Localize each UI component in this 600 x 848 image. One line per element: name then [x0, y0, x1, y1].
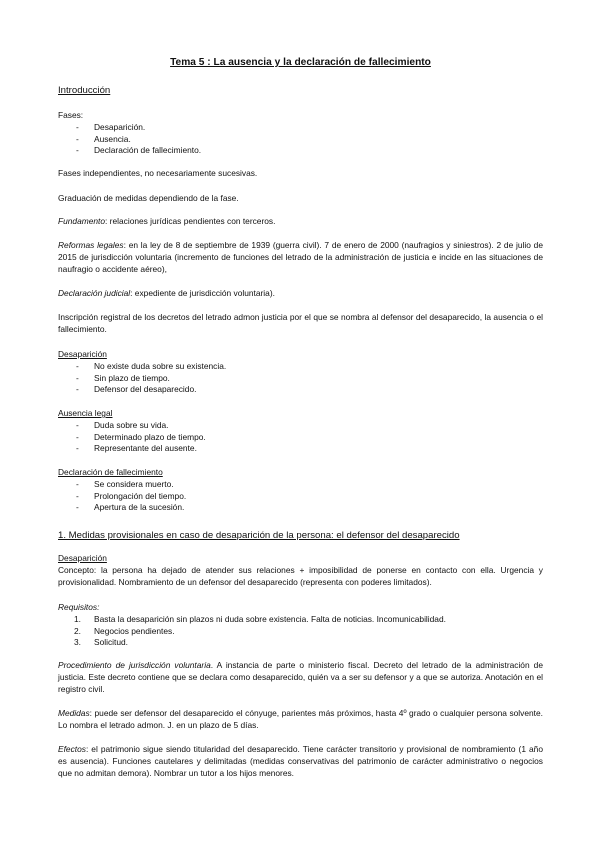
- medidas-label: Medidas: [58, 708, 90, 718]
- declaracion-judicial-label: Declaración judicial: [58, 288, 131, 298]
- list-item: - Prolongación del tiempo.: [58, 491, 543, 503]
- section-1-desaparicion: [58, 553, 543, 588]
- list-item: - Se considera muerto.: [58, 479, 543, 491]
- fases-list: [58, 122, 543, 157]
- document-title: Tema 5 : La ausencia y la declaración de fallecimiento: [170, 57, 431, 68]
- concepto-paragraph: Concepto: la persona ha dejado de atender sus relaciones + imposibilidad de ponerse en contacto con ella. Urgencia y provisionalidad. Nombramiento de un defensor del desaparecido (representa con poderes limitados).: [58, 564, 543, 587]
- list-number: 1.: [74, 613, 81, 624]
- list-item: - Sin plazo de tiempo.: [58, 373, 543, 385]
- list-item: - No existe duda sobre su existencia.: [58, 361, 543, 373]
- requisitos-block: [58, 602, 543, 649]
- list-item: - Determinado plazo de tiempo.: [58, 432, 543, 444]
- intro-paragraph-1: Fases independientes, no necesariamente sucesivas.: [58, 168, 258, 178]
- intro-paragraph-2: Graduación de medidas dependiendo de la fase.: [58, 193, 239, 203]
- fundamento-paragraph: [58, 216, 543, 228]
- list-item: - Defensor del desaparecido.: [58, 384, 543, 396]
- ausencia-block: [58, 408, 543, 455]
- fallecimiento-heading: Declaración de fallecimiento: [58, 467, 163, 477]
- reformas-label: Reformas legales: [58, 240, 124, 250]
- fallecimiento-block: [58, 467, 543, 514]
- list-text: Basta la desaparición sin plazos ni duda sobre existencia. Falta de noticias. Incomunicabilidad.: [94, 613, 446, 624]
- ausencia-heading: Ausencia legal: [58, 408, 113, 418]
- fallecimiento-list: [58, 479, 543, 514]
- list-item: [58, 614, 543, 626]
- desaparicion-block: [58, 349, 543, 396]
- fases-label: Fases:: [58, 110, 84, 120]
- requisitos-list: [58, 614, 543, 649]
- list-item: - Ausencia.: [58, 134, 543, 146]
- reformas-text: : en la ley de 8 de septiembre de 1939 (guerra civil). 7 de enero de 2000 (naufragios y siniestros). 2 de julio de 2015 de jurisdicción voluntaria (incremento de funciones del letrado de la administración de justicia e incide en las situaciones de naufragio o accidente aéreo),: [58, 240, 543, 274]
- list-item: - Apertura de la sucesión.: [58, 502, 543, 514]
- procedimiento-label: Procedimiento de jurisdicción voluntaria: [58, 660, 211, 670]
- procedimiento-text: . A instancia de parte o ministerio fiscal. Decreto del letrado de la administración de justicia. Este decreto contiene que se declara como desaparecido, quién va a ser su defensor y a que se autoriza. Anotación en el registro civil.: [58, 660, 543, 694]
- efectos-text: : el patrimonio sigue siendo titularidad del desaparecido. Tiene carácter transitorio y provisional de nombramiento (1 año es ausencia). Funciones cautelares y delimitadas (medidas conservativas del patrimonio de carácter administrativo o negocios que no admitan demora). Nombrar un tutor a los hijos menores.: [58, 744, 543, 778]
- declaracion-judicial-text: : expediente de jurisdicción voluntaria).: [130, 288, 275, 298]
- inscripcion-paragraph: Inscripción registral de los decretos del letrado admon justicia por el que se nombra al defensor del desaparecido, la ausencia o el fallecimiento.: [58, 312, 543, 334]
- efectos-label: Efectos: [58, 744, 86, 754]
- desaparicion-heading: Desaparición: [58, 349, 107, 359]
- list-number: 2.: [74, 625, 81, 636]
- reformas-paragraph: [58, 240, 543, 275]
- list-item: - Declaración de fallecimiento.: [58, 145, 543, 157]
- section-1-heading: 1. Medidas provisionales en caso de desaparición de la persona: el defensor del desaparecido: [58, 530, 460, 541]
- list-item: [58, 637, 543, 649]
- medidas-text: : puede ser defensor del desaparecido el cónyuge, parientes más próximos, hasta 4º grado o cualquier persona solvente. Lo nombra el letrado admon. J. en un plazo de 5 días.: [58, 708, 543, 730]
- medidas-paragraph: [58, 708, 543, 732]
- list-item: - Representante del ausente.: [58, 443, 543, 455]
- procedimiento-paragraph: [58, 660, 543, 695]
- fases-block: [58, 110, 543, 157]
- list-item: [58, 626, 543, 638]
- list-text: Solicitud.: [94, 637, 128, 648]
- requisitos-label: Requisitos:: [58, 602, 100, 612]
- list-item: - Duda sobre su vida.: [58, 420, 543, 432]
- desaparicion-list: [58, 361, 543, 396]
- efectos-paragraph: [58, 744, 543, 779]
- intro-heading: Introducción: [58, 85, 111, 96]
- section-1-subheading: Desaparición: [58, 553, 107, 563]
- list-number: 3.: [74, 637, 81, 648]
- ausencia-list: [58, 420, 543, 455]
- list-item: - Desaparición.: [58, 122, 543, 134]
- declaracion-judicial-paragraph: [58, 288, 543, 300]
- list-text: Negocios pendientes.: [94, 625, 175, 636]
- fundamento-label: Fundamento: [58, 216, 106, 226]
- fundamento-text: : relaciones jurídicas pendientes con terceros.: [105, 216, 276, 226]
